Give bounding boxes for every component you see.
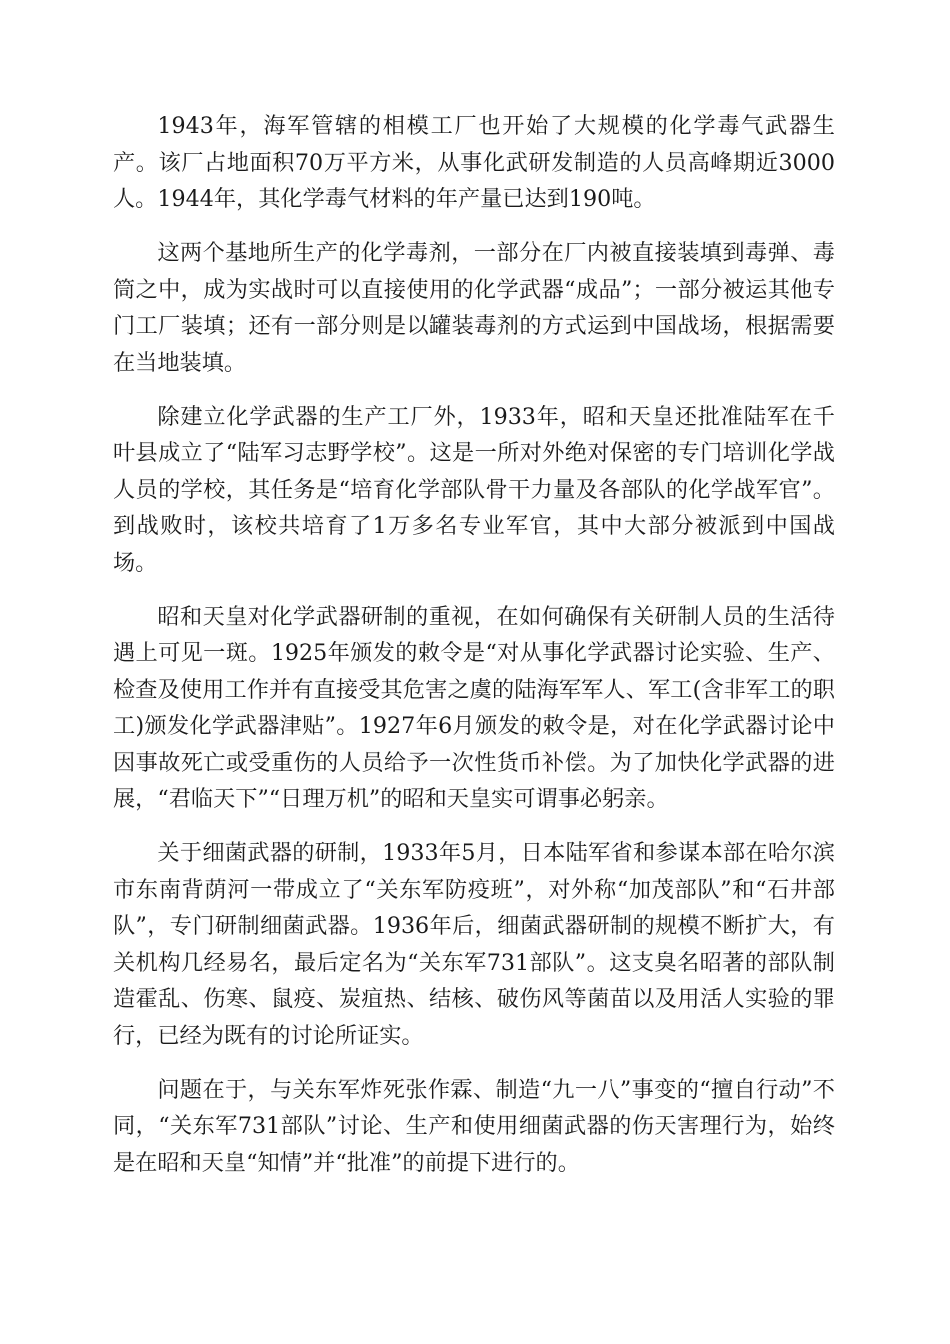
paragraph-emperor-decrees: 昭和天皇对化学武器研制的重视，在如何确保有关研制人员的生活待遇上可见一斑。1925年颁发的敕令是“对从事化学武器讨论实验、生产、检查及使用工作并有直接受其危害之虞的陆海军军人、军工(含非军工的职工)颁发化学武器津贴”。1927年6月颁发的敕令是，对在化学武器讨论中因事故死亡或受重伤的人员给予一次性货币补偿。为了加快化学武器的进展，“君临天下”“日理万机”的昭和天皇实可谓事必躬亲。 xyxy=(113,603,835,812)
paragraph-narashino-school: 除建立化学武器的生产工厂外，1933年，昭和天皇还批准陆军在千叶县成立了“陆军习志野学校”。这是一所对外绝对保密的专门培训化学战人员的学校，其任务是“培育化学部队骨干力量及各部队的化学战军官”。到战败时，该校共培育了1万多名专业军官，其中大部分被派到中国战场。 xyxy=(113,403,835,576)
document-body xyxy=(113,108,835,1199)
paragraph-conclusion: 问题在于，与关东军炸死张作霖、制造“九一八”事变的“擅自行动”不同，“关东军731部队”讨论、生产和使用细菌武器的伤天害理行为，始终是在昭和天皇“知情”并“批准”的前提下进行的。 xyxy=(113,1076,835,1176)
paragraph-unit-731: 关于细菌武器的研制，1933年5月，日本陆军省和参谋本部在哈尔滨市东南背荫河一带成立了“关东军防疫班”，对外称“加茂部队”和“石井部队”，专门研制细菌武器。1936年后，细菌武器研制的规模不断扩大，有关机构几经易名，最后定名为“关东军731部队”。这支臭名昭著的部队制造霍乱、伤寒、鼠疫、炭疽热、结核、破伤风等菌苗以及用活人实验的罪行，已经为既有的讨论所证实。 xyxy=(113,840,835,1049)
paragraph-sagami-factory: 1943年，海军管辖的相模工厂也开始了大规模的化学毒气武器生产。该厂占地面积70万平方米，从事化武研发制造的人员高峰期近3000人。1944年，其化学毒气材料的年产量已达到190吨。 xyxy=(113,113,835,212)
paragraph-chemical-agents: 这两个基地所生产的化学毒剂，一部分在厂内被直接装填到毒弹、毒筒之中，成为实战时可以直接使用的化学武器“成品”；一部分被运其他专门工厂装填；还有一部分则是以罐装毒剂的方式运到中国战场，根据需要在当地装填。 xyxy=(113,240,835,376)
